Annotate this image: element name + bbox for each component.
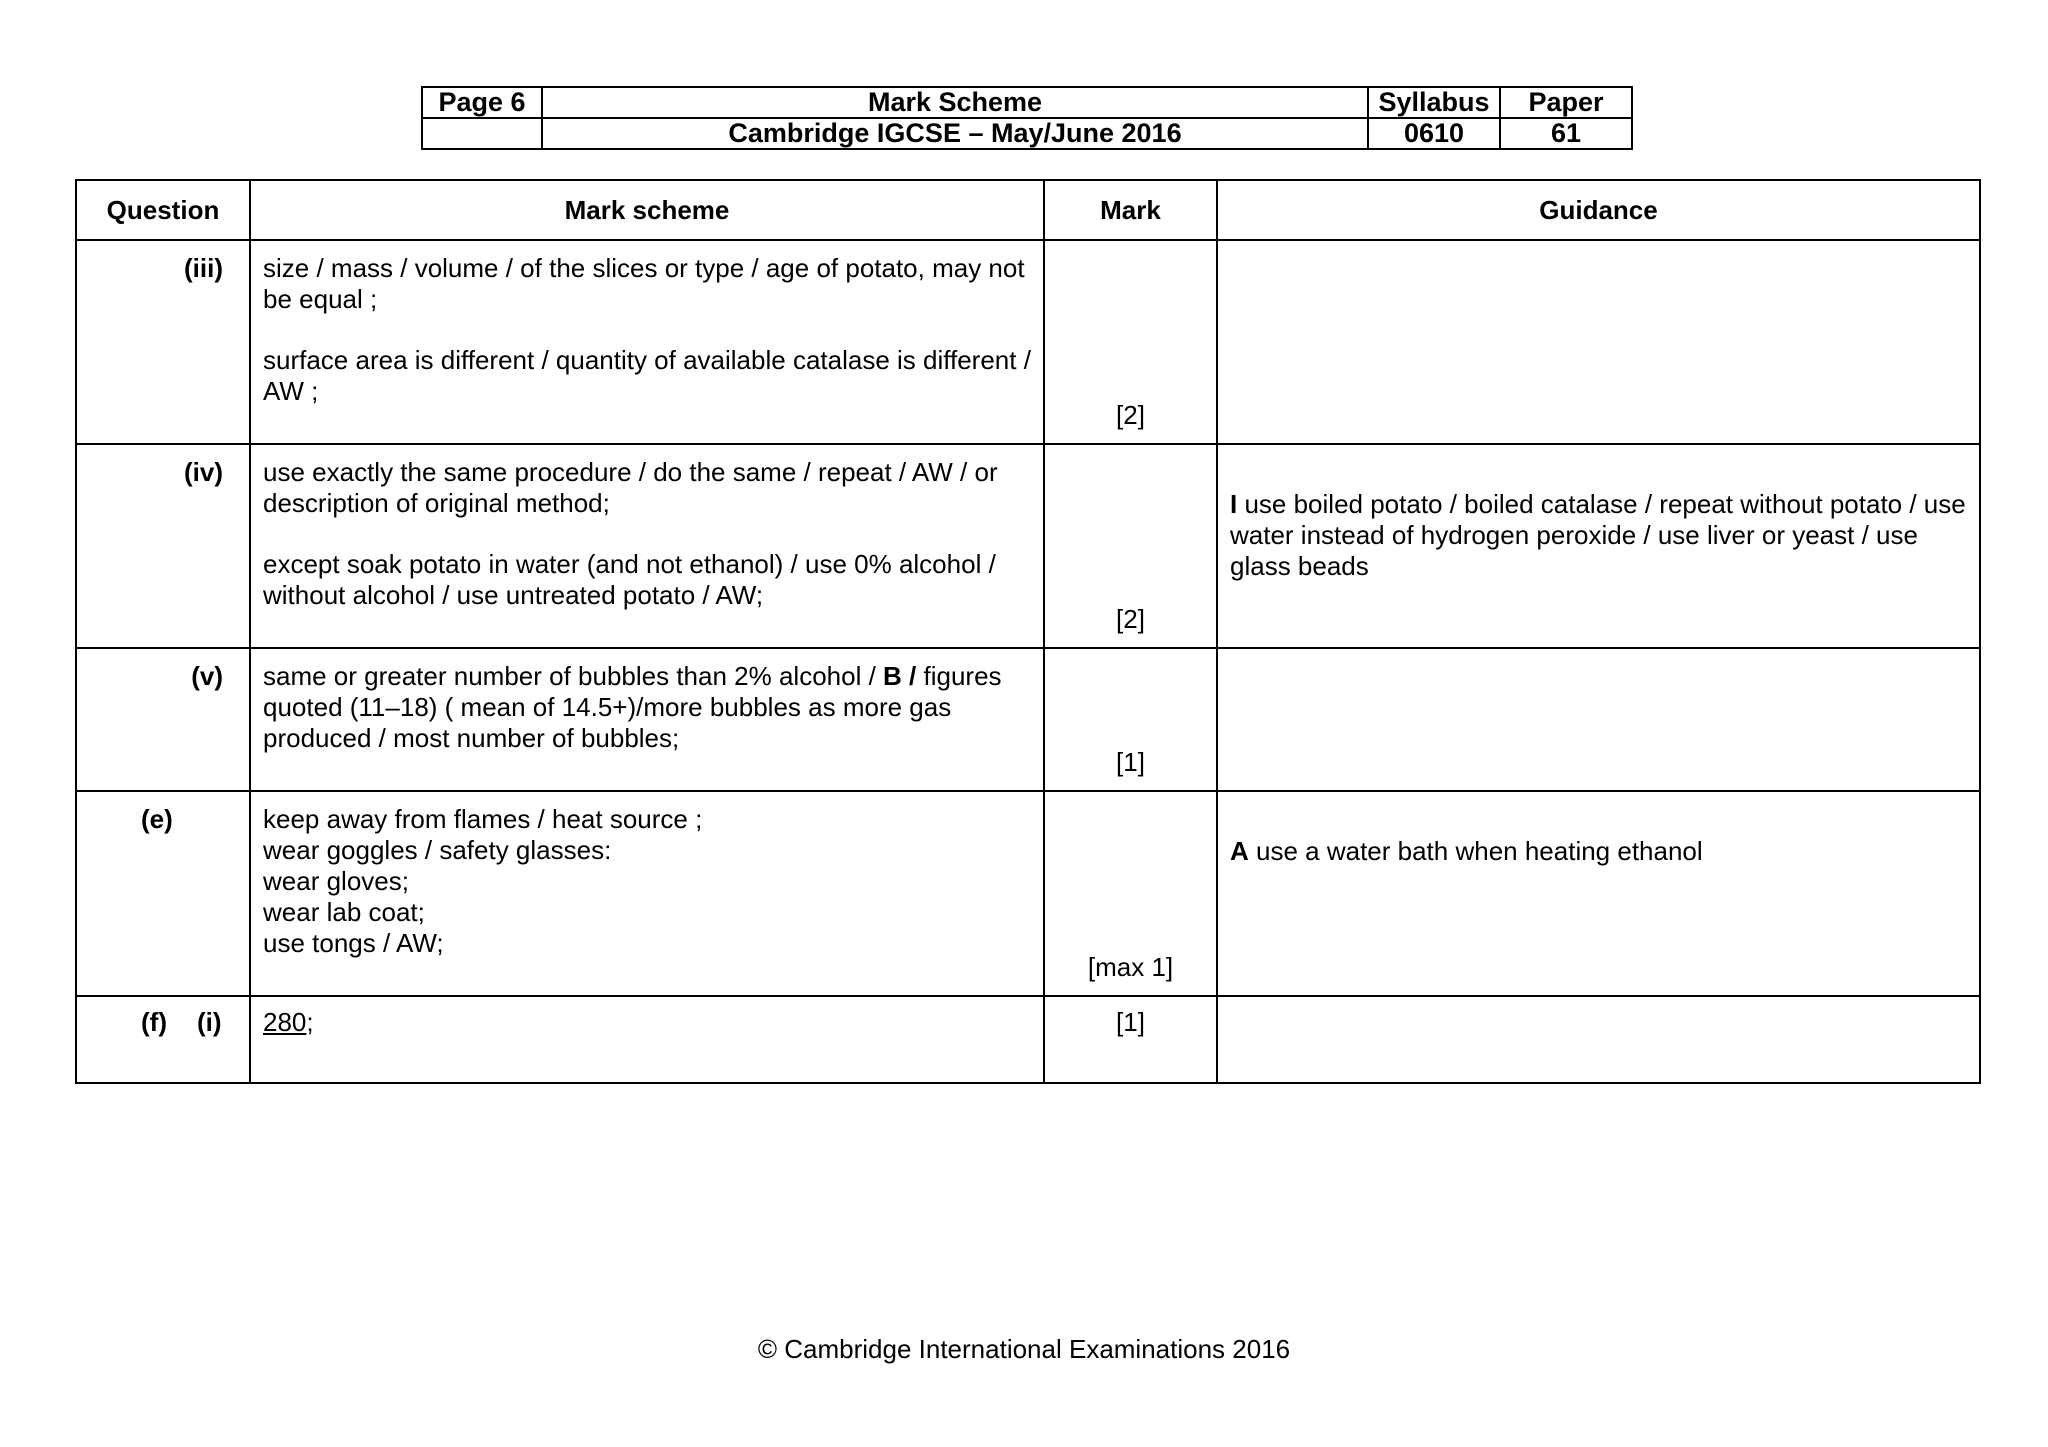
mark-scheme-cell: 280; bbox=[250, 996, 1044, 1083]
mark-cell: [2] bbox=[1044, 240, 1217, 444]
mark-cell: [2] bbox=[1044, 444, 1217, 648]
mark-cell: [1] bbox=[1044, 996, 1217, 1083]
question-number: (iv) bbox=[76, 444, 250, 648]
guidance-cell bbox=[1217, 791, 1980, 996]
mark-scheme-table bbox=[75, 179, 1981, 1084]
scheme-point: surface area is different / quantity of available catalase is different / AW ; bbox=[263, 345, 1031, 406]
header-syllabus: 0610 bbox=[1368, 118, 1500, 149]
table-row bbox=[76, 240, 1980, 444]
col-question: Question bbox=[76, 180, 250, 240]
answer-value: 280 bbox=[263, 1007, 307, 1037]
col-guidance: Guidance bbox=[1217, 180, 1980, 240]
header-empty-cell bbox=[422, 118, 542, 149]
header-paper: 61 bbox=[1500, 118, 1632, 149]
scheme-point: size / mass / volume / of the slices or type / age of potato, may not be equal ; bbox=[263, 253, 1025, 314]
question-number: (v) bbox=[76, 648, 250, 791]
header-table bbox=[421, 86, 1633, 150]
scheme-point: use exactly the same procedure / do the same / repeat / AW / or description of original method; bbox=[263, 457, 998, 518]
header-syllabus-label: Syllabus bbox=[1368, 87, 1500, 118]
header-paper-label: Paper bbox=[1500, 87, 1632, 118]
mark-scheme-cell bbox=[250, 791, 1044, 996]
table-row bbox=[76, 444, 1980, 648]
scheme-point: same or greater number of bubbles than 2% alcohol / B / figures quoted (11–18) ( mean of 14.5+)/more bubbles as more gas produced / most number of bubbles; bbox=[263, 661, 1002, 753]
question-number: (e) bbox=[76, 791, 250, 996]
guidance-cell bbox=[1217, 648, 1980, 791]
header-title: Mark Scheme bbox=[542, 87, 1368, 118]
guidance-ignore-label: I bbox=[1230, 489, 1238, 519]
guidance-text: use a water bath when heating ethanol bbox=[1248, 836, 1703, 866]
mark-scheme-cell bbox=[250, 648, 1044, 791]
guidance-cell bbox=[1217, 996, 1980, 1083]
col-mark: Mark bbox=[1044, 180, 1217, 240]
question-number: (iii) bbox=[76, 240, 250, 444]
scheme-point: use tongs / AW; bbox=[263, 928, 444, 958]
scheme-point: wear lab coat; bbox=[263, 897, 425, 927]
col-mark-scheme: Mark scheme bbox=[250, 180, 1044, 240]
table-row bbox=[76, 648, 1980, 791]
guidance-cell bbox=[1217, 444, 1980, 648]
mark-scheme-cell bbox=[250, 444, 1044, 648]
guidance-cell bbox=[1217, 240, 1980, 444]
scheme-point: keep away from flames / heat source ; bbox=[263, 804, 703, 834]
table-row bbox=[76, 996, 1980, 1083]
guidance-text: use boiled potato / boiled catalase / repeat without potato / use water instead of hydrogen peroxide / use liver or yeast / use glass beads bbox=[1230, 489, 1966, 581]
column-headers bbox=[76, 180, 1980, 240]
header-page: Page 6 bbox=[422, 87, 542, 118]
header-exam: Cambridge IGCSE – May/June 2016 bbox=[542, 118, 1368, 149]
table-row bbox=[76, 791, 1980, 996]
guidance-allow-label: A bbox=[1230, 836, 1249, 866]
scheme-point: wear goggles / safety glasses: bbox=[263, 835, 612, 865]
scheme-point: except soak potato in water (and not ethanol) / use 0% alcohol / without alcohol / use untreated potato / AW; bbox=[263, 549, 996, 610]
question-number: (f) (i) bbox=[76, 996, 250, 1083]
mark-cell: [1] bbox=[1044, 648, 1217, 791]
subquestion-number: (i) bbox=[196, 1007, 222, 1037]
scheme-bold-label: B / bbox=[883, 661, 917, 691]
mark-cell: [max 1] bbox=[1044, 791, 1217, 996]
mark-scheme-cell bbox=[250, 240, 1044, 444]
scheme-point: wear gloves; bbox=[263, 866, 409, 896]
copyright-footer: © Cambridge International Examinations 2016 bbox=[757, 1334, 1291, 1364]
